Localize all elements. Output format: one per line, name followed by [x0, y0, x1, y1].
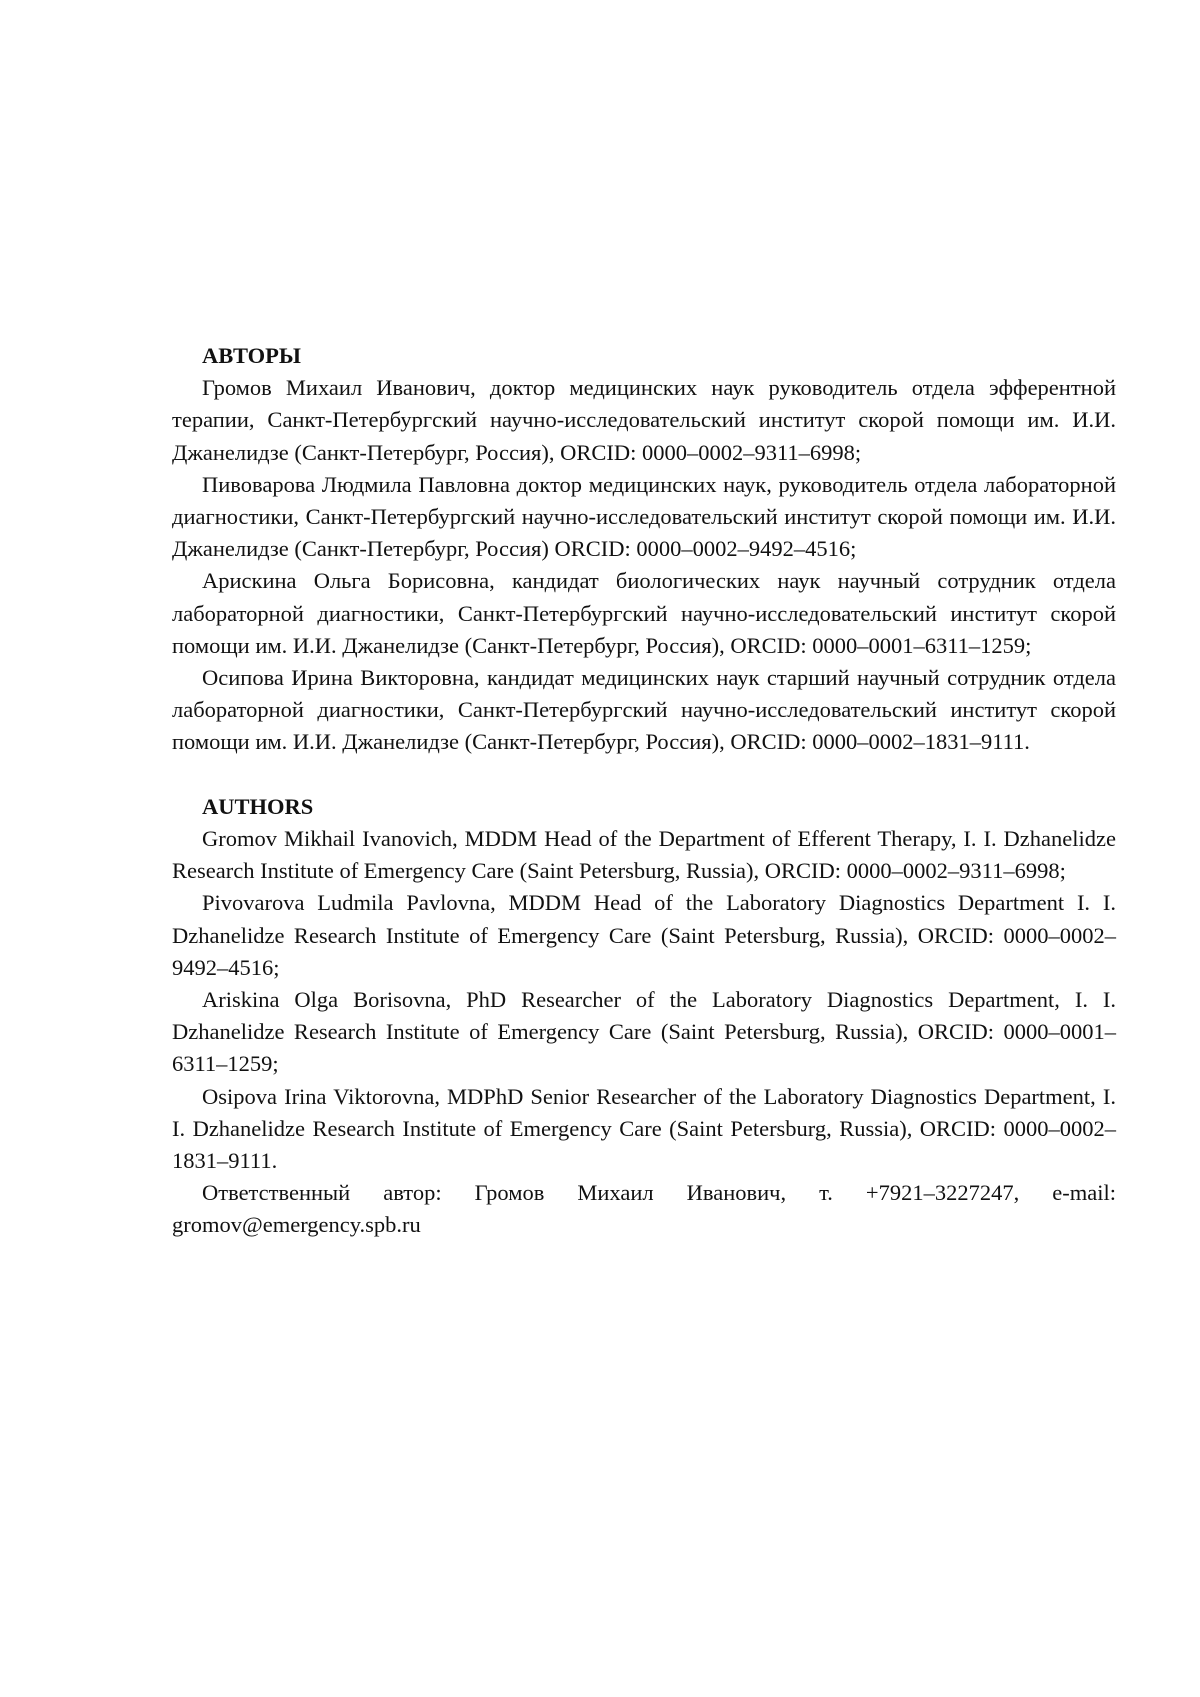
author-entry-en-ariskina: Ariskina Olga Borisovna, PhD Researcher of the Laboratory Diagnostics Department, I. I. Dzhanelidze Research Institute of Emergency Care (Saint Petersburg, Russia), ORCID: 0000–0001–6311–1259;: [172, 987, 1116, 1077]
author-entry-en-pivovarova: Pivovarova Ludmila Pavlovna, MDDM Head of the Laboratory Diagnostics Department I. I. Dzhanelidze Research Institute of Emergency Care (Saint Petersburg, Russia), ORCID: 0000–0002–9492–4516;: [172, 890, 1116, 980]
author-entry-ru-ariskina: Арискина Ольга Борисовна, кандидат биологических наук научный сотрудник отдела лабораторной диагностики, Санкт-Петербургский научно-исследовательский институт скорой помощи им. И.И. Джанелидзе (Санкт-Петербург, Россия), ORCID: 0000–0001–6311–1259;: [172, 568, 1116, 658]
author-entry-ru-pivovarova: Пивоварова Людмила Павловна доктор медицинских наук, руководитель отдела лабораторной диагностики, Санкт-Петербургский научно-исследовательский институт скорой помощи им. И.И. Джанелидзе (Санкт-Петербург, Россия) ORCID: 0000–0002–9492–4516;: [172, 471, 1116, 562]
authors-heading-en: AUTHORS: [202, 793, 314, 819]
author-entry-ru-gromov: Громов Михаил Иванович, доктор медицинских наук руководитель отдела эфферентной терапии, Санкт-Петербургский научно-исследовательский институт скорой помощи им. И.И. Джанелидзе (Санкт-Петербург, Россия), ORCID: 0000–0002–9311–6998;: [172, 375, 1116, 465]
section-spacer: [172, 759, 1116, 791]
authors-heading-ru: АВТОРЫ: [202, 343, 302, 368]
author-entry-en-osipova: Osipova Irina Viktorovna, MDPhD Senior Researcher of the Laboratory Diagnostics Department, I. I. Dzhanelidze Research Institute of Emergency Care (Saint Petersburg, Russia), ORCID: 0000–0002–1831–9111.: [172, 1083, 1116, 1174]
author-entry-ru-osipova: Осипова Ирина Викторовна, кандидат медицинских наук старший научный сотрудник отдела лабораторной диагностики, Санкт-Петербургский научно-исследовательский институт скорой помощи им. И.И. Джанелидзе (Санкт-Петербург, Россия), ORCID: 0000–0002–1831–9111.: [172, 665, 1116, 755]
authors-section: [172, 340, 1116, 1242]
corresponding-author: Ответственный автор: Громов Михаил Иванович, т. +7921–3227247, e-mail: gromov@emergency.spb.ru: [172, 1180, 1116, 1238]
author-entry-en-gromov: Gromov Mikhail Ivanovich, MDDM Head of the Department of Efferent Therapy, I. I. Dzhanelidze Research Institute of Emergency Care (Saint Petersburg, Russia), ORCID: 0000–0002–9311–6998;: [172, 826, 1116, 884]
